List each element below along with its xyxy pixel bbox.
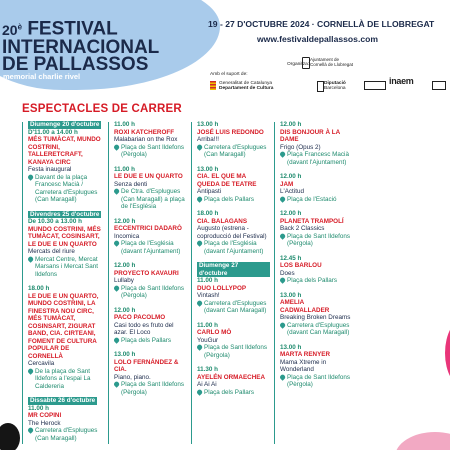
entry-location-text: Plaça de Sant Ildefons (Pèrgola) — [204, 344, 268, 359]
entry-show: YouGur — [197, 336, 219, 344]
schedule-entry — [114, 351, 187, 396]
schedule-entry — [114, 218, 187, 256]
entry-artist: ECCENTRICI DADARÒ — [114, 225, 182, 232]
entry-time: 12.00 h — [114, 262, 136, 269]
entry-location-text: Plaça de l'Església (davant l'Ajuntament) — [121, 240, 181, 255]
schedule-entry — [280, 210, 353, 248]
entry-show: L'Actitud — [280, 188, 304, 195]
entry-location-text: Plaça de Sant Ildefons (Pèrgola) — [287, 373, 351, 388]
schedule-entry — [280, 344, 353, 389]
entry-location-text: Plaça dels Pallars — [204, 388, 255, 396]
entry-artist: PLANETA TRAMPOLÍ — [280, 217, 344, 225]
festival-subtitle: memorial charlie rivel — [3, 72, 81, 81]
entry-location-text: Carretera d'Esplugues (davant Can Maragall) — [287, 321, 350, 336]
entry-location-text: Plaça Francesc Macià (davant l'Ajuntament) — [287, 151, 349, 166]
location-pin-icon — [196, 344, 202, 350]
entry-time: 12.00 h — [114, 306, 136, 314]
entry-location — [280, 233, 353, 248]
entry-time: 11.00 h — [28, 404, 50, 412]
schedule-entry — [114, 121, 187, 159]
location-pin-icon — [113, 240, 119, 246]
location-pin-icon — [196, 240, 202, 246]
entry-artist: JOSÉ LUIS REDONDO — [197, 128, 264, 136]
entry-artist: ROXI KATCHEROFF — [114, 128, 175, 136]
entry-artist: MARTA RENYER — [280, 351, 331, 358]
entry-location — [114, 337, 187, 345]
diputacio-logo: Diputació Barcelona — [317, 81, 346, 91]
ministry-logo-box — [364, 81, 386, 90]
entry-artist: MR COPINI — [28, 412, 62, 419]
entry-show: Does — [280, 269, 295, 277]
entry-show: Augusto (estrena - coproducció del Festival) — [197, 225, 267, 240]
location-pin-icon — [27, 427, 33, 433]
day-header: Dissabte 26 d'octubre — [30, 397, 96, 404]
entry-location-text: Plaça de Sant Ildefons (Pèrgola) — [121, 143, 185, 158]
entry-show: Vintash! — [197, 292, 220, 299]
entry-show: Antipasti — [197, 188, 222, 195]
entry-show: Mercats del riure — [28, 248, 75, 255]
entry-show: Back 2 Classics — [280, 225, 325, 232]
entry-location — [114, 144, 187, 159]
decorative-light-pink-blob — [395, 432, 450, 450]
entry-show: The Herock — [28, 419, 61, 427]
entry-time: 11.30 h — [197, 366, 219, 373]
entry-artist: CARLO MÒ — [197, 329, 232, 336]
day-header: Diumenge 20 d'octubre — [30, 121, 100, 128]
entry-time: 12.45 h — [280, 254, 302, 262]
entry-artist: AMELIA CADWALLADER — [280, 299, 330, 314]
entry-location — [197, 240, 270, 255]
schedule-entry — [280, 255, 353, 285]
entry-location — [28, 174, 104, 204]
schedule-entry — [28, 397, 104, 442]
entry-location — [280, 277, 353, 285]
schedule-entry — [280, 173, 353, 203]
entry-artist: PACO PACOLMO — [114, 314, 166, 321]
entry-time: 13.00 h — [280, 291, 302, 299]
inaem-logo: inaem — [389, 76, 414, 86]
entry-location-text: Plaça dels Pallars — [204, 195, 255, 203]
schedule-entry — [114, 166, 187, 211]
festival-dates: 19 - 27 D'OCTUBRE 2024 · CORNELLÀ DE LLOBREGAT — [208, 19, 435, 29]
entry-location — [114, 285, 187, 300]
schedule-entry — [197, 366, 270, 396]
location-pin-icon — [279, 196, 285, 202]
location-pin-icon — [196, 196, 202, 202]
schedule-entry — [28, 121, 104, 204]
entry-show: Mama Xtreme in Wonderland — [280, 358, 327, 373]
location-pin-icon — [196, 144, 202, 150]
location-pin-icon — [196, 389, 202, 395]
entry-show: Incomica — [114, 232, 140, 240]
schedule-entry — [114, 307, 187, 345]
entry-time: 13.00 h — [197, 121, 219, 128]
entry-location-text: Plaça de Sant Ildefons (Pèrgola) — [287, 232, 351, 247]
entry-location — [28, 256, 104, 279]
location-pin-icon — [279, 374, 285, 380]
entry-artist: LE DUE E UN QUARTO — [114, 173, 183, 180]
support-label: Amb el suport de: — [210, 72, 248, 77]
location-pin-icon — [27, 368, 33, 374]
entry-show: Piano, piano. — [114, 373, 151, 381]
entry-artist: DUO LOLLYPOP — [197, 284, 247, 292]
location-pin-icon — [196, 300, 202, 306]
entry-location — [280, 151, 353, 166]
entry-time: 13.00 h — [280, 343, 302, 351]
entry-location-text: Davant de la plaça Francesc Macià / Carretera d'Esplugues (Can Maragall) — [35, 173, 98, 203]
day-header: Diumenge 27 d'octubre — [197, 262, 270, 277]
location-pin-icon — [27, 174, 33, 180]
entry-time: 18.00 h — [197, 210, 219, 217]
entry-location-text: Carretera d'Esplugues (davant Can Maragall) — [204, 299, 267, 314]
entry-show: Casi todo es fruto del azar. El Loco — [114, 321, 174, 336]
entry-show: Festa inaugural — [28, 166, 72, 173]
organizer-label: Organitza: — [287, 62, 310, 67]
schedule-column-2 — [108, 122, 187, 444]
schedule-entry — [280, 292, 353, 337]
schedule-entry — [197, 121, 270, 159]
entry-location-text: Plaça de l'Església (davant l'Ajuntament) — [204, 240, 264, 255]
entry-location — [197, 300, 270, 315]
festival-url[interactable]: www.festivaldepallassos.com — [257, 34, 378, 44]
location-pin-icon — [113, 337, 119, 343]
entry-show: Senza denti — [114, 180, 148, 188]
entry-artist: AYELÉN ORMAECHEA — [197, 373, 265, 381]
schedule-entry — [28, 285, 104, 390]
schedule-entry — [197, 262, 270, 315]
entry-location-text: Carretera d'Esplugues (Can Maragall) — [204, 143, 267, 158]
entry-time: De 10.30 a 13.00 h — [28, 218, 82, 225]
schedule-column-4 — [274, 122, 353, 444]
entry-show: Arriba!!! — [197, 136, 220, 143]
location-pin-icon — [113, 285, 119, 291]
entry-location-text: De la plaça de Sant Ildefons a l'espai La Caldereria — [35, 367, 91, 390]
entry-location-text: Mercat Centre, Mercat Marsans i Mercat Sant Ildefons — [35, 255, 98, 278]
entry-time: 11.00 h — [197, 321, 219, 329]
entry-location — [197, 196, 270, 204]
location-pin-icon — [279, 322, 285, 328]
entry-artist: LE DUE E UN QUARTO, MUNDO COSTRINI, LA FINESTRA NOU CIRC, MÉS TUMÀCAT, COSINSART, ZIGURAT BAND, CIA. CIRTEANI, FOMENT DE CULTURA POPULAR DE CORNELLÀ — [28, 292, 99, 360]
location-pin-icon — [279, 151, 285, 157]
entry-location — [28, 427, 104, 442]
entry-location-text: Carretera d'Esplugues (Can Maragall) — [35, 427, 98, 442]
schedule-column-3 — [191, 122, 270, 444]
entry-time: 11.00 h — [114, 165, 136, 173]
schedule-entry — [28, 211, 104, 279]
festival-title: $20^è$ FESTIVAL INTERNACIONAL DE PALLASSOS — [2, 18, 160, 75]
edition-number: $20^è$ — [2, 21, 23, 38]
entry-location — [280, 322, 353, 337]
location-pin-icon — [279, 277, 285, 283]
decorative-pink-blob — [445, 318, 450, 388]
entry-location — [280, 374, 353, 389]
entry-show: Cercavila — [28, 360, 55, 367]
entry-location — [114, 381, 187, 396]
entry-time: 13.00 h — [114, 351, 136, 358]
schedule-entry — [197, 210, 270, 255]
location-pin-icon — [27, 256, 33, 262]
entry-time: 13.00 h — [197, 165, 219, 173]
day-header: Divendres 25 d'octubre — [30, 210, 100, 218]
entry-location-text: Plaça dels Pallars — [287, 277, 338, 284]
entry-location-text: Plaça dels Pallars — [121, 336, 172, 344]
organizer-logo: Ajuntament de Cornellà de Llobregat — [302, 57, 353, 67]
location-pin-icon — [113, 381, 119, 387]
schedule-entry — [197, 166, 270, 204]
entry-time: 11.00 h — [197, 277, 219, 284]
decorative-black-blob — [0, 423, 20, 450]
entry-artist: LOLO FERNÁNDEZ & CIA. — [114, 358, 179, 373]
entry-time: 12.00 h — [114, 217, 136, 225]
schedule-column-1 — [22, 122, 104, 444]
entry-time: 12.00 h — [280, 121, 302, 128]
schedule-entry — [114, 262, 187, 300]
entry-time: 12.00 h — [280, 173, 302, 180]
entry-time: 12.00 h — [280, 210, 302, 217]
entry-time: D'11.00 a 14.00 h — [28, 128, 78, 136]
entry-location-text: Plaça de l'Estació — [287, 195, 337, 203]
location-pin-icon — [279, 233, 285, 239]
gencat-logo: Generalitat de Catalunya Departament de Cultura — [210, 81, 273, 91]
entry-show: Ai Ai Ai — [197, 381, 217, 388]
entry-artist: CIA. BALAGANS — [197, 217, 248, 225]
entry-location — [197, 344, 270, 359]
schedule-entry — [197, 322, 270, 360]
entry-show: Malabarian on the Rox — [114, 136, 178, 143]
entry-time: 11.00 h — [114, 121, 136, 128]
entry-location — [28, 368, 104, 391]
entry-artist: LOS BARLOU — [280, 262, 322, 269]
entry-show: Frigo (Opus 2) — [280, 143, 321, 151]
location-pin-icon — [113, 188, 119, 194]
entry-time: 18.00 h — [28, 285, 50, 292]
entry-location — [114, 188, 187, 211]
entry-location — [280, 196, 353, 204]
location-pin-icon — [113, 144, 119, 150]
section-title: ESPECTACLES DE CARRER — [22, 103, 182, 115]
entry-artist: MÉS TUMÀCAT, MUNDO COSTRINI, TALLERETCRAFT, KANAYA CIRC — [28, 136, 101, 166]
entry-artist: MUNDO COSTRINI, MÉS TUMÀCAT, COSINSART, LE DUE E UN QUARTO — [28, 225, 101, 248]
entry-location-text: Plaça de Sant Ildefons (Pèrgola) — [121, 284, 185, 299]
entry-artist: JAM — [280, 180, 294, 188]
entry-artist: DIS BONJOUR À LA DAME — [280, 128, 340, 143]
entry-location — [197, 144, 270, 159]
entry-show: Lullaby — [114, 277, 134, 284]
sponsor-logo-box — [432, 81, 446, 90]
entry-location-text: Plaça de Sant Ildefons (Pèrgola) — [121, 381, 185, 396]
entry-location — [114, 240, 187, 255]
schedule-entry — [280, 121, 353, 166]
entry-location — [197, 389, 270, 397]
entry-artist: PROYECTO KAVAURI — [114, 269, 179, 277]
entry-location-text: De Ctra. d'Esplugues (Can Maragall) a plaça de l'Església — [121, 188, 185, 210]
entry-show: Breaking Broken Dreams — [280, 314, 351, 321]
entry-artist: CIA. EL QUE MA QUEDA DE TEATRE — [197, 173, 257, 188]
